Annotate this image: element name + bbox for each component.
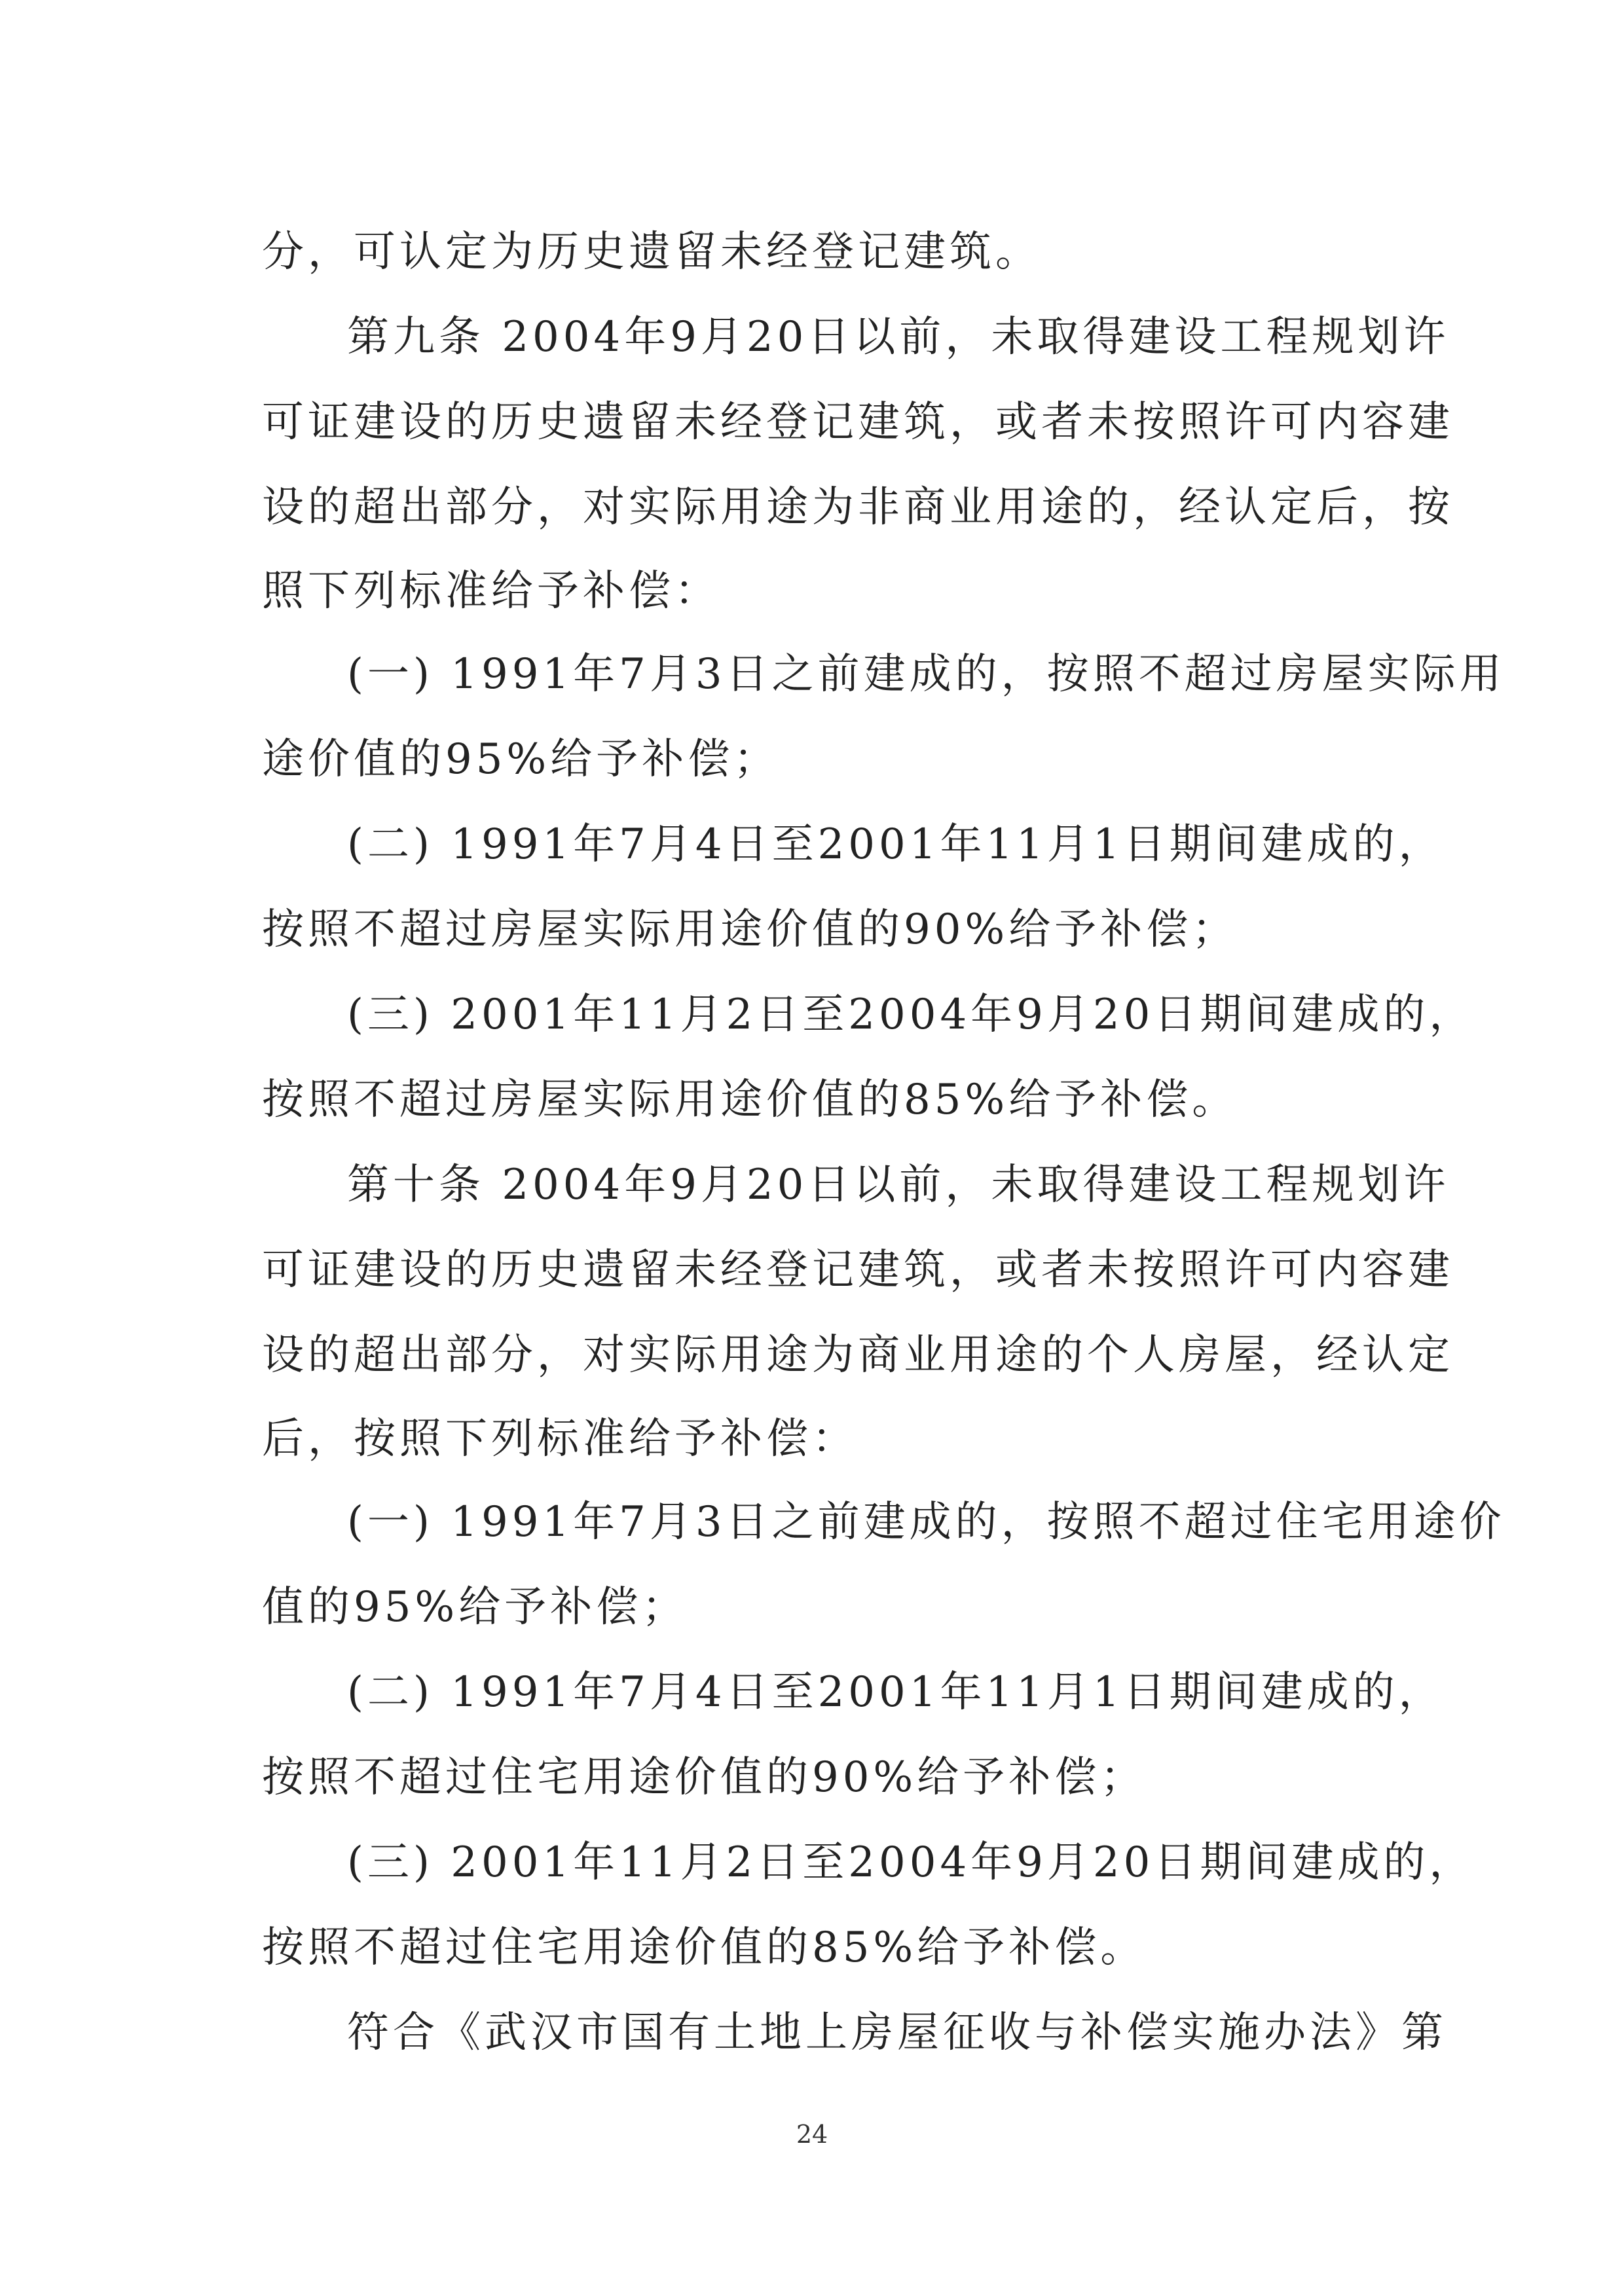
- article-9-item-1-line-1: (一) 1991年7月3日之前建成的，按照不超过房屋实际用: [347, 650, 1505, 699]
- article-9-item-3-line-1: (三) 2001年11月2日至2004年9月20日期间建成的，: [347, 991, 1475, 1039]
- article-10-item-2-line-1: (二) 1991年7月4日至2001年11月1日期间建成的，: [347, 1668, 1445, 1717]
- article-10-item-3-line-2: 按照不超过住宅用途价值的85%给予补偿。: [262, 1923, 1147, 1972]
- text-line-1: 分，可认定为历史遗留未经登记建筑。: [262, 228, 1041, 276]
- article-10-line-4: 后，按照下列标准给予补偿：: [262, 1415, 858, 1463]
- article-10-line-1: 第十条 2004年9月20日以前，未取得建设工程规划许: [347, 1161, 1450, 1209]
- article-10-item-2-line-2: 按照不超过住宅用途价值的90%给予补偿；: [262, 1753, 1147, 1802]
- article-10-line-3: 设的超出部分，对实际用途为商业用途的个人房屋，经认定: [262, 1331, 1454, 1379]
- article-9-line-2: 可证建设的历史遗留未经登记建筑，或者未按照许可内容建: [262, 398, 1454, 446]
- page-number: 24: [796, 2120, 828, 2149]
- article-9-line-1: 第九条 2004年9月20日以前，未取得建设工程规划许: [347, 313, 1450, 361]
- reference-line: 符合《武汉市国有土地上房屋征收与补偿实施办法》第: [347, 2009, 1447, 2057]
- article-9-item-1-line-2: 途价值的95%给予补偿；: [262, 735, 780, 784]
- article-9-item-2-line-2: 按照不超过房屋实际用途价值的90%给予补偿；: [262, 905, 1238, 954]
- article-9-item-2-line-1: (二) 1991年7月4日至2001年11月1日期间建成的，: [347, 820, 1445, 869]
- article-10-item-3-line-1: (三) 2001年11月2日至2004年9月20日期间建成的，: [347, 1838, 1475, 1887]
- article-10-item-1-line-2: 值的95%给予补偿；: [262, 1583, 688, 1631]
- article-10-line-2: 可证建设的历史遗留未经登记建筑，或者未按照许可内容建: [262, 1246, 1454, 1294]
- article-9-line-4: 照下列标准给予补偿：: [262, 567, 720, 615]
- article-10-item-1-line-1: (一) 1991年7月3日之前建成的，按照不超过住宅用途价: [347, 1498, 1505, 1546]
- article-9-line-3: 设的超出部分，对实际用途为非商业用途的，经认定后，按: [262, 483, 1454, 532]
- article-9-item-3-line-2: 按照不超过房屋实际用途价值的85%给予补偿。: [262, 1076, 1238, 1124]
